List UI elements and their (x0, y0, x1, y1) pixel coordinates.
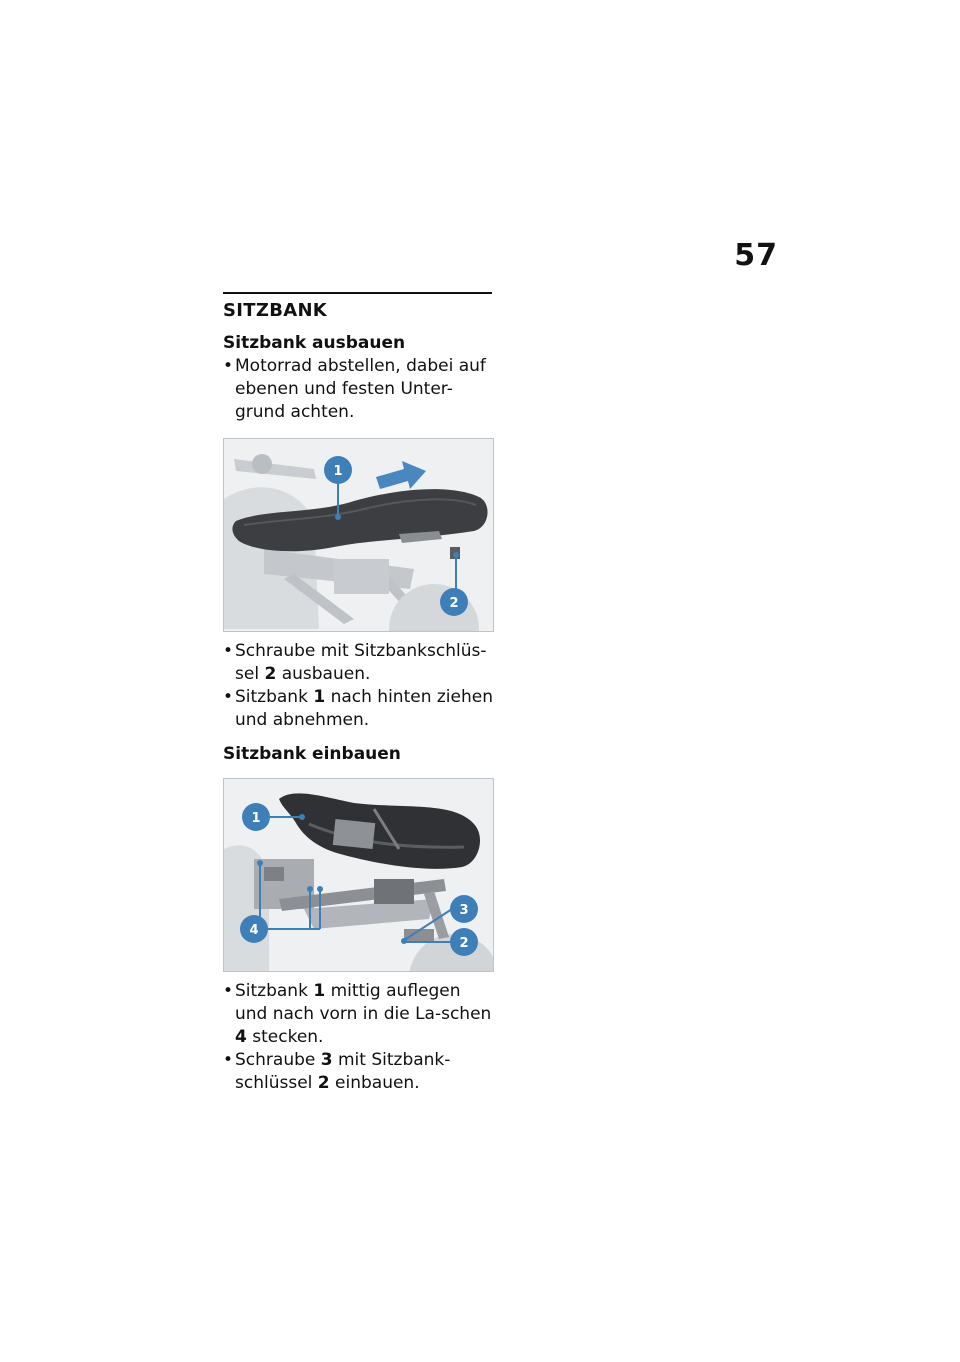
section-rule (223, 292, 492, 294)
remove-step-2-ref: 2 (264, 664, 277, 684)
remove-step-2-text-a: Schraube mit Sitzbankschlüs-sel (235, 641, 487, 684)
install-step-1-text-c: stecken. (246, 1027, 324, 1047)
install-step-1 (223, 980, 494, 1049)
removal-callout-2: 2 (449, 596, 459, 611)
remove-step-2-text-b: ausbauen. (276, 664, 371, 684)
install-step-2-text-c: einbauen. (329, 1073, 420, 1093)
installation-callout-3: 3 (459, 903, 469, 918)
remove-step-3-ref: 1 (313, 687, 326, 707)
page-content (223, 292, 494, 1095)
remove-step-2 (223, 640, 494, 686)
install-step-2-text-a: Schraube (235, 1050, 321, 1070)
section-title: SITZBANK (223, 300, 328, 321)
remove-steps-list-2 (223, 640, 494, 732)
remove-step-1 (223, 355, 494, 424)
install-step-2-ref-1: 3 (320, 1050, 333, 1070)
removal-callout-1: 1 (333, 464, 343, 479)
seat-installation-figure (223, 778, 494, 972)
seat-removal-figure (223, 438, 494, 632)
seat-removal-illustration (224, 439, 493, 631)
remove-steps-list (223, 355, 494, 424)
install-step-2-text-b: mit Sitzbank-schlüssel (235, 1050, 451, 1093)
installation-callout-1: 1 (251, 811, 261, 826)
install-step-2 (223, 1049, 494, 1095)
remove-step-1-text: Motorrad abstellen, dabei auf ebenen und festen Unter-grund achten. (235, 356, 486, 422)
remove-step-3 (223, 686, 494, 732)
remove-step-3-text-a: Sitzbank (235, 687, 314, 707)
remove-heading: Sitzbank ausbauen (223, 333, 406, 353)
install-heading: Sitzbank einbauen (223, 744, 401, 764)
install-step-2-ref-2: 2 (317, 1073, 330, 1093)
seat-installation-illustration (224, 779, 493, 971)
installation-callout-4: 4 (249, 923, 259, 938)
install-step-1-text-b: mittig auflegen und nach vorn in die La-schen (235, 981, 492, 1024)
install-step-1-ref-2: 4 (235, 1027, 247, 1047)
installation-callout-2: 2 (459, 936, 469, 951)
remove-step-3-text-b: nach hinten ziehen und abnehmen. (235, 687, 493, 730)
install-step-1-text-a: Sitzbank (235, 981, 314, 1001)
install-step-1-ref-1: 1 (313, 981, 326, 1001)
page-number: 57 (734, 238, 778, 273)
install-steps-list (223, 980, 494, 1095)
